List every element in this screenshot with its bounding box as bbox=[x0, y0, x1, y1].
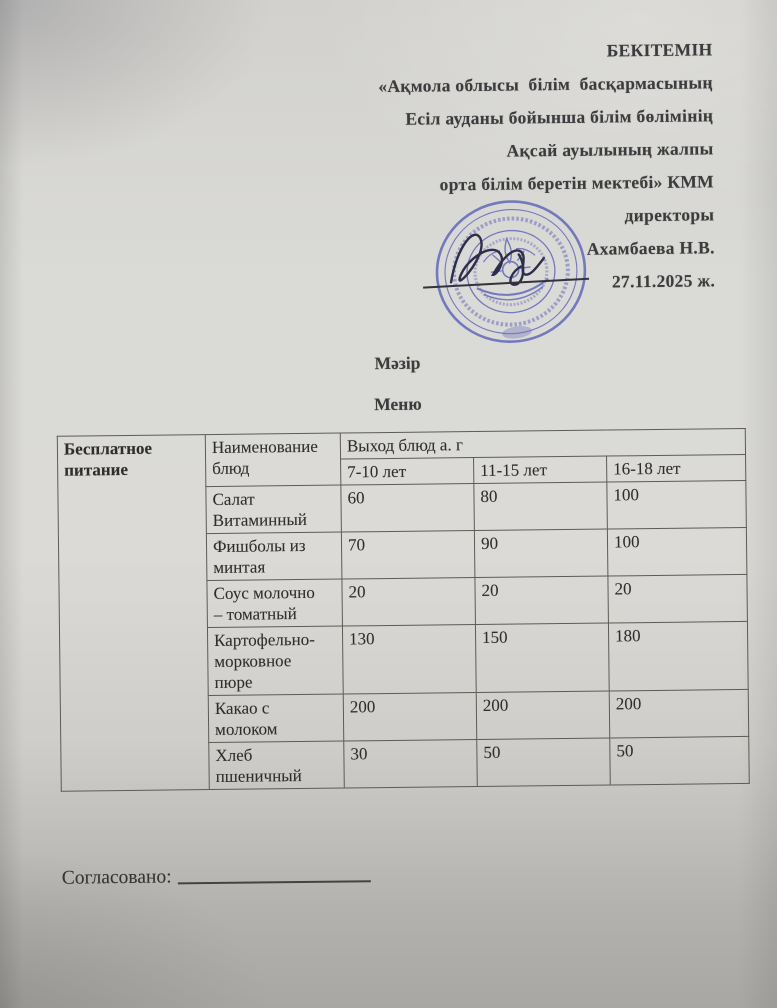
portion-cell bbox=[474, 529, 608, 578]
portion-value: 150 bbox=[481, 627, 508, 647]
portion-cell bbox=[607, 480, 747, 529]
category-cell bbox=[57, 435, 209, 792]
portion-cell bbox=[607, 527, 747, 576]
approval-org-line-2: Есіл ауданы бойынша білім бөлімінің bbox=[405, 105, 714, 129]
stamp-graphic bbox=[410, 185, 614, 365]
portion-cell bbox=[344, 740, 478, 789]
approval-heading: БЕКІТЕМІН bbox=[606, 39, 713, 61]
round-seal-stamp bbox=[410, 185, 614, 365]
portion-cell bbox=[341, 484, 475, 533]
portion-value: 80 bbox=[480, 486, 498, 506]
portion-value: 20 bbox=[481, 580, 499, 600]
dish-name-cell bbox=[206, 485, 342, 534]
portion-cell bbox=[476, 691, 610, 740]
portion-value: 50 bbox=[616, 741, 634, 761]
portion-value: 180 bbox=[614, 626, 641, 646]
portion-cell bbox=[341, 531, 475, 580]
agreed-line bbox=[62, 864, 371, 890]
output-header: Выход блюд а. г bbox=[346, 435, 464, 456]
portion-value: 20 bbox=[348, 582, 366, 602]
approval-org-line-4: орта білім беретін мектебі» КММ bbox=[439, 171, 715, 195]
dish-name: Фишболы из минтая bbox=[212, 535, 306, 577]
portion-value: 50 bbox=[483, 742, 501, 762]
approval-org-line-3: Ақсай ауылының жалпы bbox=[506, 138, 714, 161]
portion-value: 70 bbox=[347, 535, 366, 555]
portion-value: 130 bbox=[348, 629, 375, 649]
portion-value: 200 bbox=[482, 695, 509, 715]
portion-value: 200 bbox=[615, 694, 642, 714]
portion-value: 30 bbox=[350, 744, 368, 764]
portion-cell bbox=[475, 576, 609, 625]
age-group-header: 11-15 лет bbox=[480, 460, 548, 480]
signature-line-blank bbox=[178, 879, 371, 884]
portion-cell bbox=[477, 738, 611, 787]
dish-name-cell bbox=[206, 532, 342, 581]
dish-name: Салат Витаминный bbox=[212, 489, 308, 530]
dish-column-header-cell bbox=[205, 433, 341, 487]
approval-director-name: Ахамбаева Н.В. bbox=[586, 237, 715, 259]
age-group-header-cell bbox=[607, 454, 746, 482]
portion-cell bbox=[608, 621, 748, 691]
age-group-header-cell bbox=[341, 458, 474, 486]
dish-column-header: Наименование блюд bbox=[211, 436, 318, 479]
agreed-label: Согласовано: bbox=[61, 866, 172, 889]
dish-name-cell bbox=[207, 626, 343, 696]
age-group-header: 7-10 лет bbox=[347, 461, 407, 482]
category-label: Бесплатное питание bbox=[63, 438, 153, 480]
dish-name: Соус молочно – томатный bbox=[213, 582, 315, 624]
approval-date: 27.11.2025 ж. bbox=[611, 270, 716, 292]
menu-title-russian: Меню bbox=[374, 393, 422, 415]
stamp-emblem bbox=[471, 234, 550, 304]
portion-value: 20 bbox=[614, 579, 632, 599]
portion-cell bbox=[474, 482, 608, 531]
portion-cell bbox=[343, 693, 477, 742]
age-group-header: 16-18 лет bbox=[613, 458, 681, 479]
portion-value: 200 bbox=[349, 697, 376, 717]
dish-name: Картофельно- морковное пюре bbox=[214, 629, 315, 692]
menu-table bbox=[57, 428, 750, 792]
portion-value: 90 bbox=[480, 533, 499, 553]
approval-role: директоры bbox=[624, 204, 715, 226]
age-group-header-cell bbox=[474, 456, 607, 484]
dish-name-cell bbox=[208, 694, 344, 743]
approval-org-line-1: «Ақмола облысы білім басқармасының bbox=[378, 72, 713, 97]
dish-name: Какао с молоком bbox=[214, 698, 278, 739]
dish-name-cell bbox=[209, 741, 345, 790]
menu-titles bbox=[19, 347, 777, 421]
portion-cell bbox=[342, 625, 476, 695]
portion-cell bbox=[610, 736, 750, 785]
portion-cell bbox=[342, 578, 476, 627]
portion-cell bbox=[608, 574, 748, 623]
portion-value: 60 bbox=[347, 488, 365, 508]
portion-value: 100 bbox=[613, 485, 640, 505]
dish-name-cell bbox=[207, 579, 343, 628]
menu-title-kazakh: Мәзір bbox=[374, 352, 421, 374]
portion-value: 100 bbox=[613, 532, 640, 552]
portion-cell bbox=[475, 623, 609, 693]
dish-name: Хлеб пшеничный bbox=[215, 745, 302, 786]
portion-cell bbox=[609, 689, 749, 738]
